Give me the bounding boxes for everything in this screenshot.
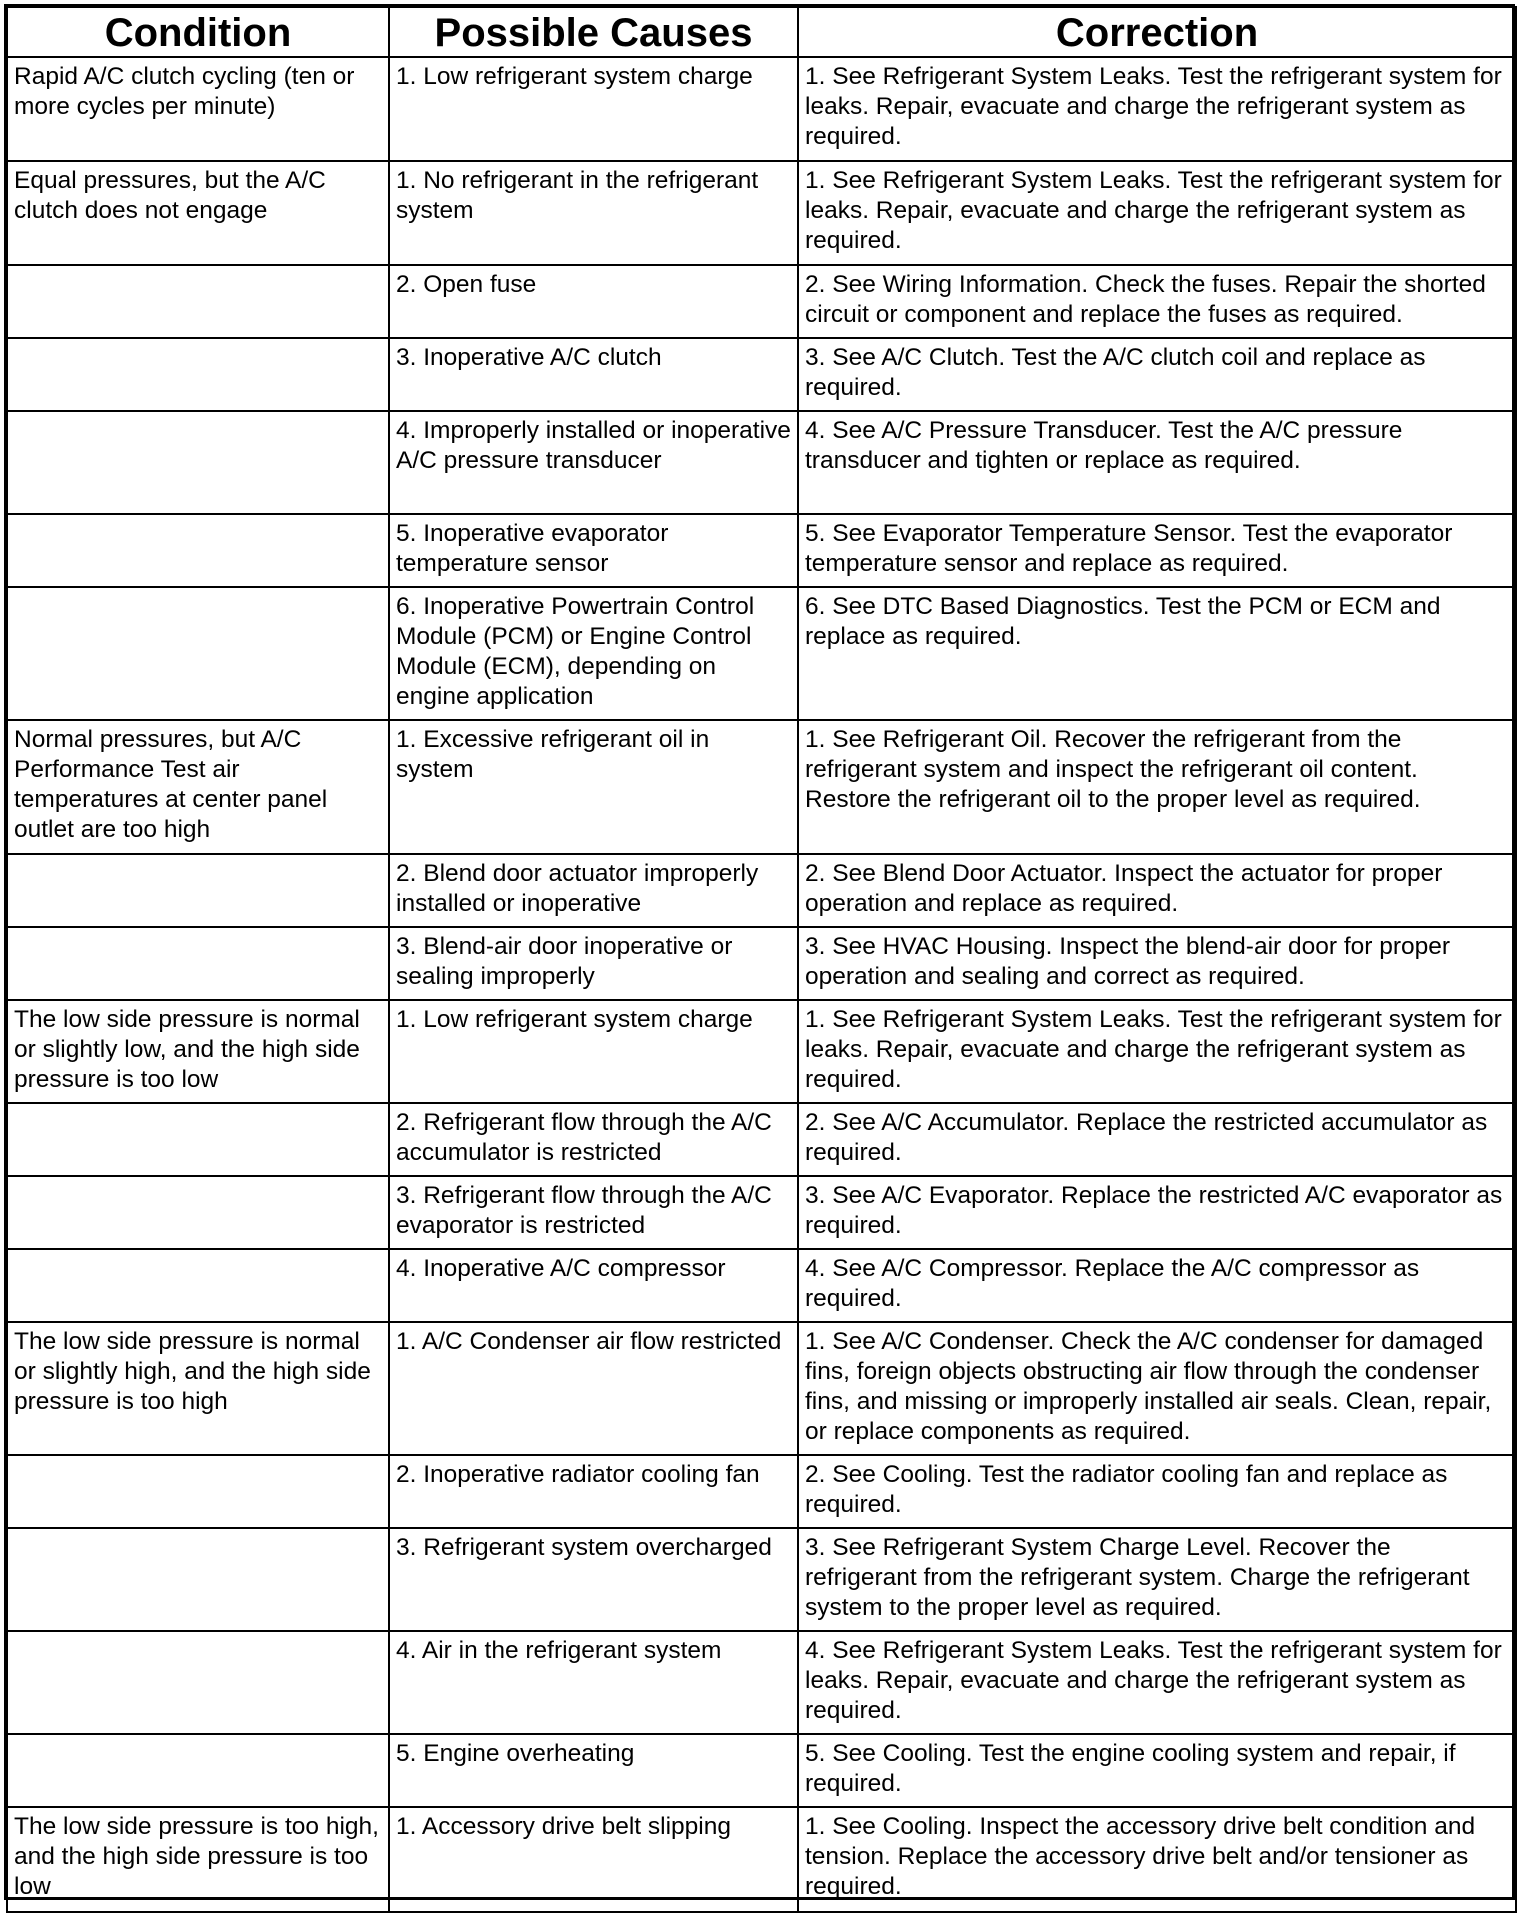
cause-cell: 3. Refrigerant flow through the A/C evaporator is restricted — [389, 1176, 798, 1249]
correction-cell: 3. See HVAC Housing. Inspect the blend-air door for proper operation and sealing and correct as required. — [798, 927, 1516, 1000]
correction-cell: 2. See Blend Door Actuator. Inspect the actuator for proper operation and replace as required. — [798, 854, 1516, 927]
correction-cell: 2. See A/C Accumulator. Replace the restricted accumulator as required. — [798, 1103, 1516, 1176]
table-row — [7, 1000, 1516, 1103]
condition-cell — [7, 514, 389, 587]
condition-cell — [7, 411, 389, 514]
cause-cell: 3. Inoperative A/C clutch — [389, 338, 798, 411]
table-row — [7, 1528, 1516, 1631]
table-row — [7, 587, 1516, 720]
condition-cell: The low side pressure is normal or slightly low, and the high side pressure is too low — [7, 1000, 389, 1103]
correction-cell: 3. See Refrigerant System Charge Level. Recover the refrigerant from the refrigerant system. Charge the refrigerant system to the proper level as required. — [798, 1528, 1516, 1631]
cause-cell: 1. Low refrigerant system charge — [389, 57, 798, 161]
table-row — [7, 854, 1516, 927]
cause-cell: 2. Refrigerant flow through the A/C accumulator is restricted — [389, 1103, 798, 1176]
cause-cell: 4. Improperly installed or inoperative A/C pressure transducer — [389, 411, 798, 514]
table-row — [7, 1249, 1516, 1322]
table-row — [7, 411, 1516, 514]
condition-cell — [7, 927, 389, 1000]
cause-cell: 2. Inoperative radiator cooling fan — [389, 1455, 798, 1528]
correction-cell: 3. See A/C Clutch. Test the A/C clutch coil and replace as required. — [798, 338, 1516, 411]
cause-cell: 1. Accessory drive belt slipping — [389, 1807, 798, 1912]
header-possible-causes: Possible Causes — [389, 7, 798, 57]
diagnosis-table — [6, 6, 1517, 1913]
correction-cell: 4. See A/C Pressure Transducer. Test the A/C pressure transducer and tighten or replace as required. — [798, 411, 1516, 514]
cause-cell: 4. Air in the refrigerant system — [389, 1631, 798, 1734]
cause-cell: 5. Engine overheating — [389, 1734, 798, 1807]
correction-cell: 1. See Refrigerant System Leaks. Test the refrigerant system for leaks. Repair, evacuate and charge the refrigerant system as required. — [798, 161, 1516, 265]
correction-cell: 1. See A/C Condenser. Check the A/C condenser for damaged fins, foreign objects obstructing air flow through the condenser fins, and missing or improperly installed air seals. Clean, repair, or replace components as required. — [798, 1322, 1516, 1455]
cause-cell: 2. Open fuse — [389, 265, 798, 338]
header-correction: Correction — [798, 7, 1516, 57]
correction-cell: 1. See Refrigerant System Leaks. Test the refrigerant system for leaks. Repair, evacuate and charge the refrigerant system as required. — [798, 57, 1516, 161]
correction-cell: 4. See A/C Compressor. Replace the A/C compressor as required. — [798, 1249, 1516, 1322]
condition-cell: Equal pressures, but the A/C clutch does not engage — [7, 161, 389, 265]
correction-cell: 1. See Cooling. Inspect the accessory drive belt condition and tension. Replace the accessory drive belt and/or tensioner as required. — [798, 1807, 1516, 1912]
condition-cell — [7, 265, 389, 338]
table-row — [7, 265, 1516, 338]
correction-cell: 6. See DTC Based Diagnostics. Test the PCM or ECM and replace as required. — [798, 587, 1516, 720]
table-row — [7, 338, 1516, 411]
correction-cell: 4. See Refrigerant System Leaks. Test the refrigerant system for leaks. Repair, evacuate and charge the refrigerant system as required. — [798, 1631, 1516, 1734]
cause-cell: 1. Excessive refrigerant oil in system — [389, 720, 798, 854]
condition-cell — [7, 1734, 389, 1807]
table-row — [7, 1103, 1516, 1176]
table-row — [7, 161, 1516, 265]
header-condition: Condition — [7, 7, 389, 57]
condition-cell — [7, 854, 389, 927]
condition-cell — [7, 587, 389, 720]
correction-cell: 1. See Refrigerant System Leaks. Test the refrigerant system for leaks. Repair, evacuate and charge the refrigerant system as required. — [798, 1000, 1516, 1103]
table-row — [7, 1631, 1516, 1734]
condition-cell — [7, 1103, 389, 1176]
table-row — [7, 1734, 1516, 1807]
correction-cell: 5. See Evaporator Temperature Sensor. Test the evaporator temperature sensor and replace as required. — [798, 514, 1516, 587]
condition-cell: Normal pressures, but A/C Performance Test air temperatures at center panel outlet are too high — [7, 720, 389, 854]
table-row — [7, 1322, 1516, 1455]
condition-cell — [7, 1528, 389, 1631]
cause-cell: 1. No refrigerant in the refrigerant system — [389, 161, 798, 265]
correction-cell: 2. See Cooling. Test the radiator cooling fan and replace as required. — [798, 1455, 1516, 1528]
condition-cell — [7, 338, 389, 411]
correction-cell: 1. See Refrigerant Oil. Recover the refrigerant from the refrigerant system and inspect the refrigerant oil content. Restore the refrigerant oil to the proper level as required. — [798, 720, 1516, 854]
correction-cell: 3. See A/C Evaporator. Replace the restricted A/C evaporator as required. — [798, 1176, 1516, 1249]
condition-cell: The low side pressure is normal or slightly high, and the high side pressure is too high — [7, 1322, 389, 1455]
cause-cell: 3. Refrigerant system overcharged — [389, 1528, 798, 1631]
condition-cell: Rapid A/C clutch cycling (ten or more cycles per minute) — [7, 57, 389, 161]
table-row — [7, 927, 1516, 1000]
correction-cell: 2. See Wiring Information. Check the fuses. Repair the shorted circuit or component and replace the fuses as required. — [798, 265, 1516, 338]
table-row — [7, 1807, 1516, 1912]
cause-cell: 5. Inoperative evaporator temperature sensor — [389, 514, 798, 587]
condition-cell — [7, 1249, 389, 1322]
cause-cell: 2. Blend door actuator improperly installed or inoperative — [389, 854, 798, 927]
table-row — [7, 57, 1516, 161]
cause-cell: 1. A/C Condenser air flow restricted — [389, 1322, 798, 1455]
header-row — [7, 7, 1516, 57]
cause-cell: 3. Blend-air door inoperative or sealing improperly — [389, 927, 798, 1000]
condition-cell — [7, 1176, 389, 1249]
table-row — [7, 720, 1516, 854]
cause-cell: 6. Inoperative Powertrain Control Module (PCM) or Engine Control Module (ECM), depending on engine application — [389, 587, 798, 720]
table-row — [7, 514, 1516, 587]
table-row — [7, 1455, 1516, 1528]
cause-cell: 1. Low refrigerant system charge — [389, 1000, 798, 1103]
condition-cell — [7, 1631, 389, 1734]
condition-cell: The low side pressure is too high, and the high side pressure is too low — [7, 1807, 389, 1912]
correction-cell: 5. See Cooling. Test the engine cooling system and repair, if required. — [798, 1734, 1516, 1807]
table-row — [7, 1176, 1516, 1249]
condition-cell — [7, 1455, 389, 1528]
cause-cell: 4. Inoperative A/C compressor — [389, 1249, 798, 1322]
